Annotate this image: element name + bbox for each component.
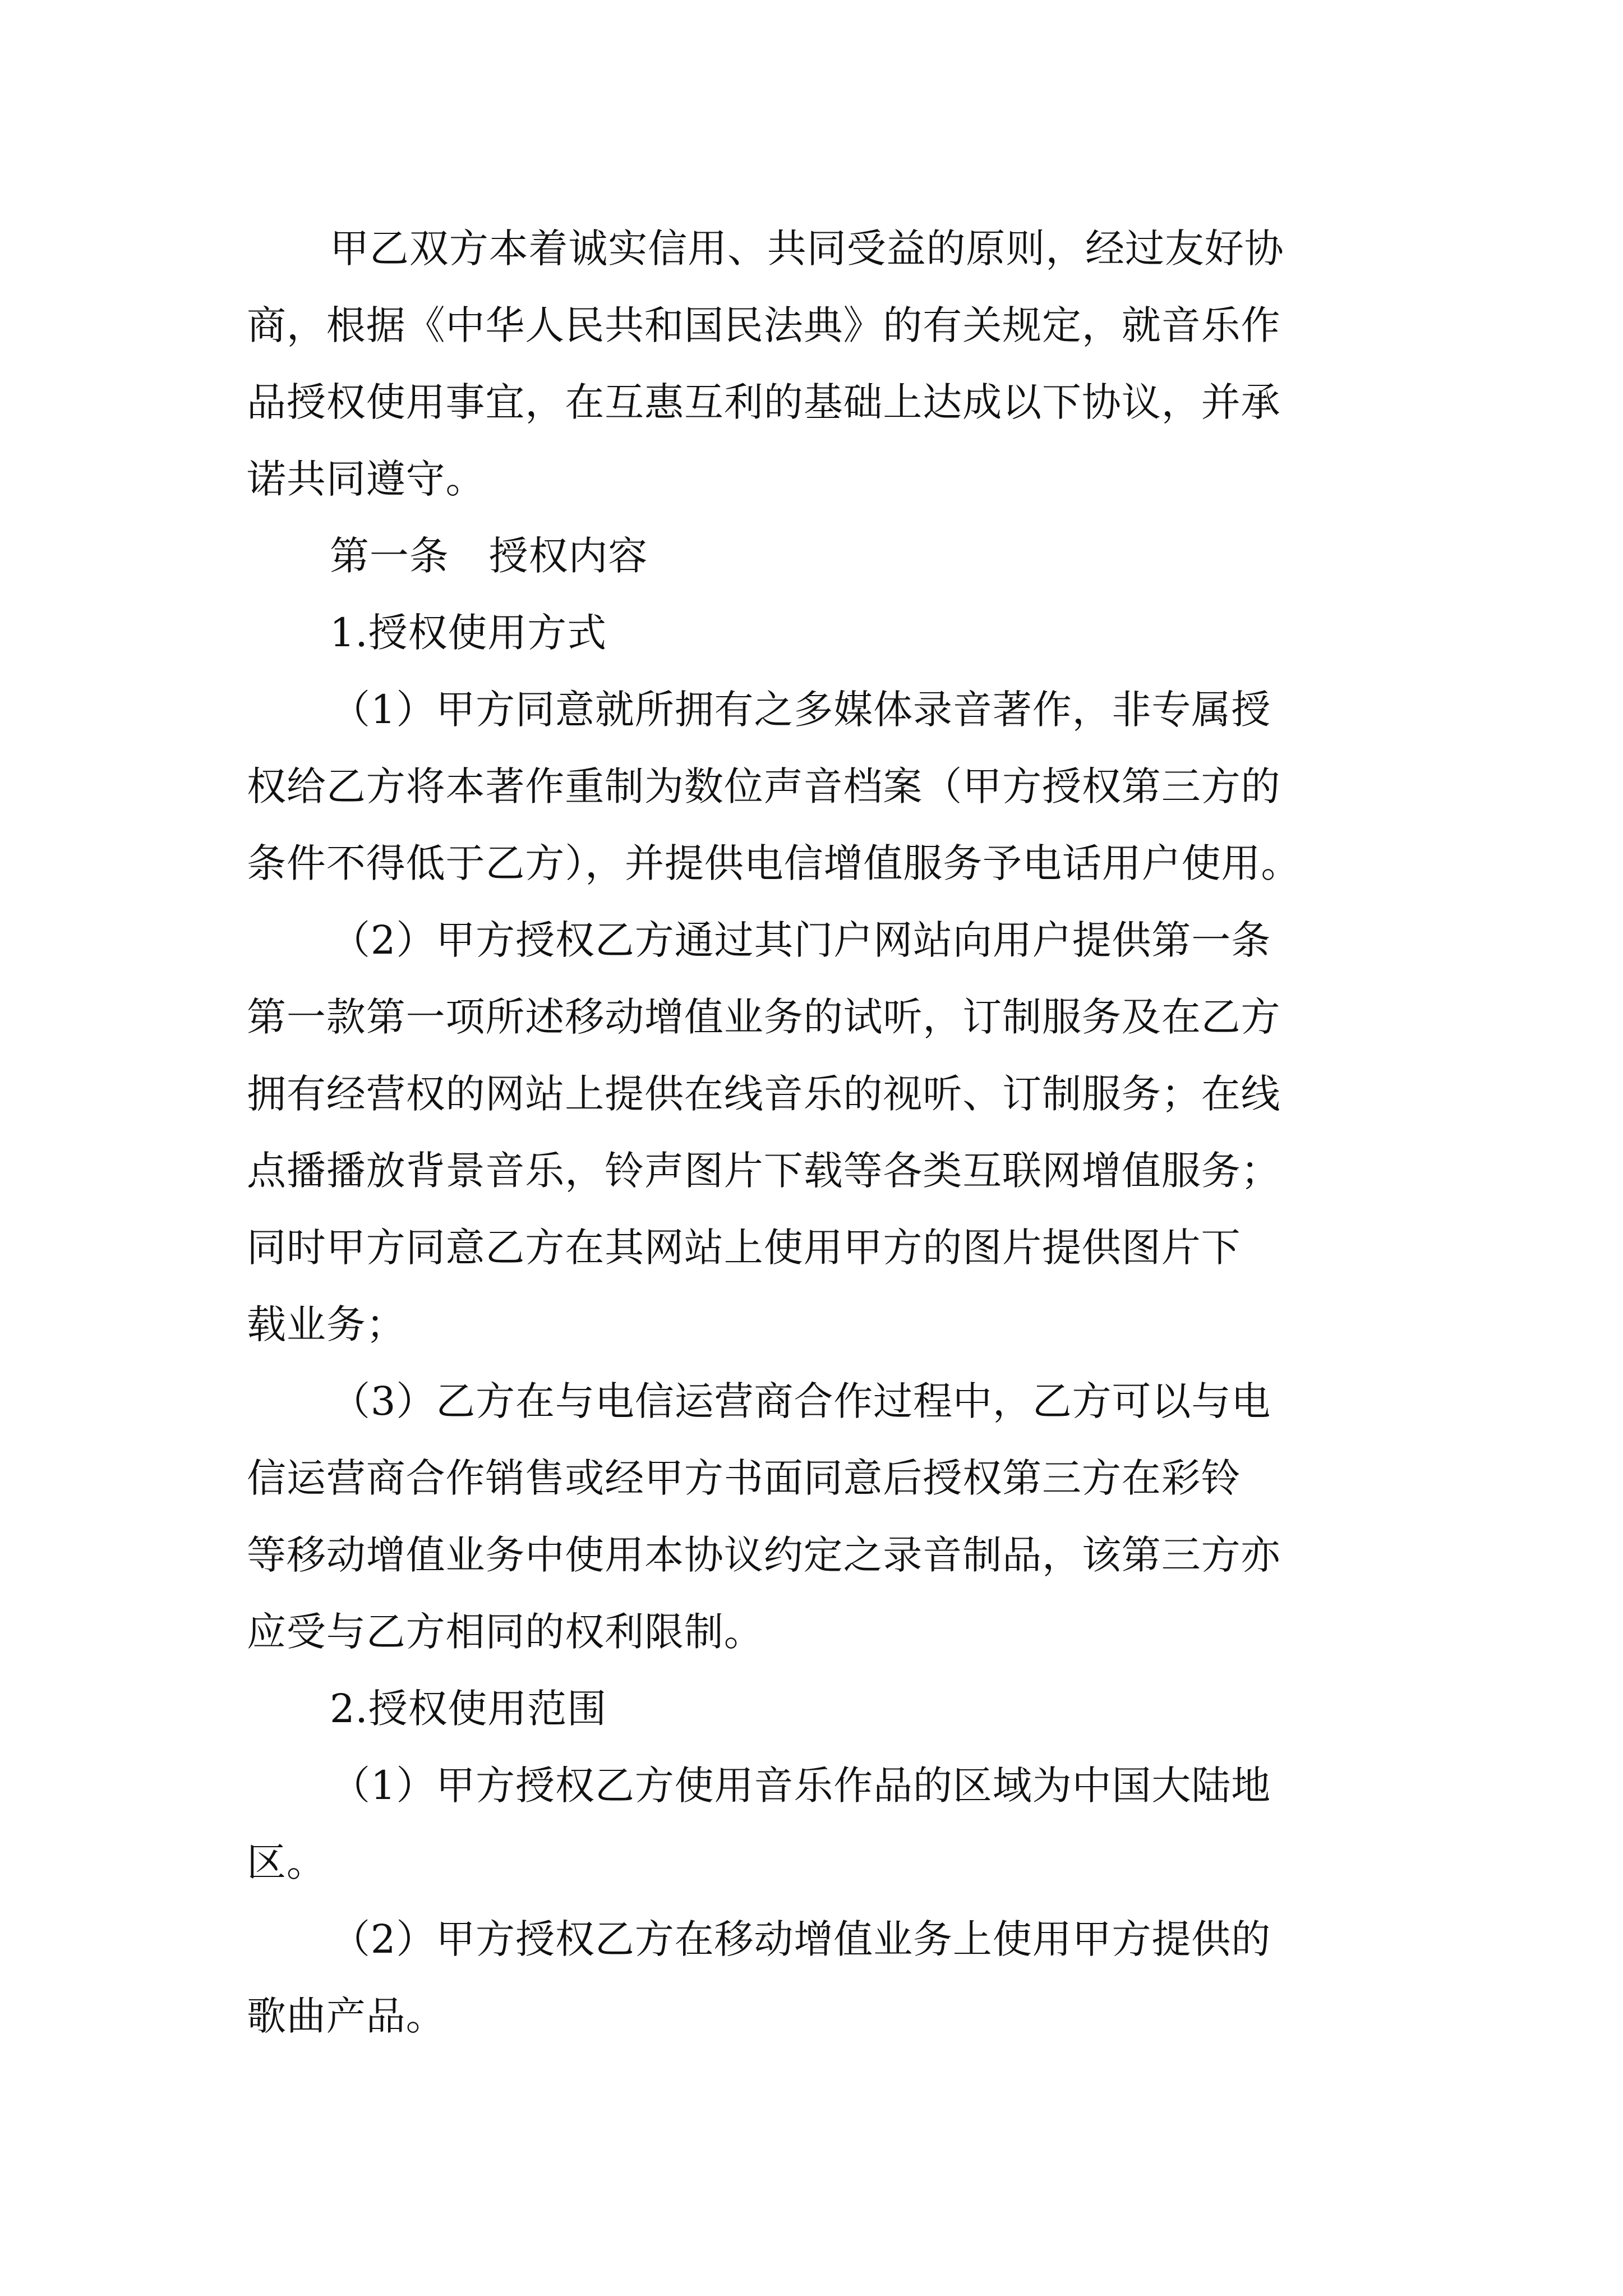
text-line: 同时甲方同意乙方在其网站上使用甲方的图片提供图片下 [247,1225,1241,1271]
text-line: （2）甲方授权乙方通过其门户网站向用户提供第一条 [331,917,1271,963]
text-line: 诺共同遵守。 [247,456,486,502]
text-line: （1）甲方授权乙方使用音乐作品的区域为中国大陆地 [331,1763,1271,1809]
text-line: 区。 [247,1839,326,1885]
subsection-heading: 1.授权使用方式 [330,610,607,656]
text-line: 等移动增值业务中使用本协议约定之录音制品，该第三方亦 [247,1532,1281,1578]
text-line: 载业务； [247,1301,406,1347]
text-line: （3）乙方在与电信运营商合作过程中，乙方可以与电 [331,1378,1271,1424]
subsection-heading: 2.授权使用范围 [330,1686,607,1732]
text-line: 甲乙双方本着诚实信用、共同受益的原则，经过友好协 [330,226,1284,272]
text-line: 信运营商合作销售或经甲方书面同意后授权第三方在彩铃 [247,1455,1241,1501]
text-line: （1）甲方同意就所拥有之多媒体录音著作，非专属授 [331,687,1271,733]
document-body [247,210,1380,2055]
text-line: 品授权使用事宜，在互惠互利的基础上达成以下协议，并承 [247,379,1281,425]
text-line: 权给乙方将本著作重制为数位声音档案（甲方授权第三方的 [247,763,1281,809]
section-heading: 第一条 授权内容 [330,533,648,579]
text-line: （2）甲方授权乙方在移动增值业务上使用甲方提供的 [331,1916,1271,1962]
text-line: 商，根据《中华人民共和国民法典》的有关规定，就音乐作 [247,302,1281,348]
text-line: 拥有经营权的网站上提供在线音乐的视听、订制服务；在线 [247,1071,1281,1117]
text-line: 歌曲产品。 [247,1993,446,2039]
text-line: 第一款第一项所述移动增值业务的试听，订制服务及在乙方 [247,994,1281,1040]
text-line: 应受与乙方相同的权利限制。 [247,1609,764,1655]
text-line: 点播播放背景音乐，铃声图片下载等各类互联网增值服务； [247,1148,1281,1194]
text-line: 条件不得低于乙方），并提供电信增值服务予电话用户使用。 [247,840,1301,886]
